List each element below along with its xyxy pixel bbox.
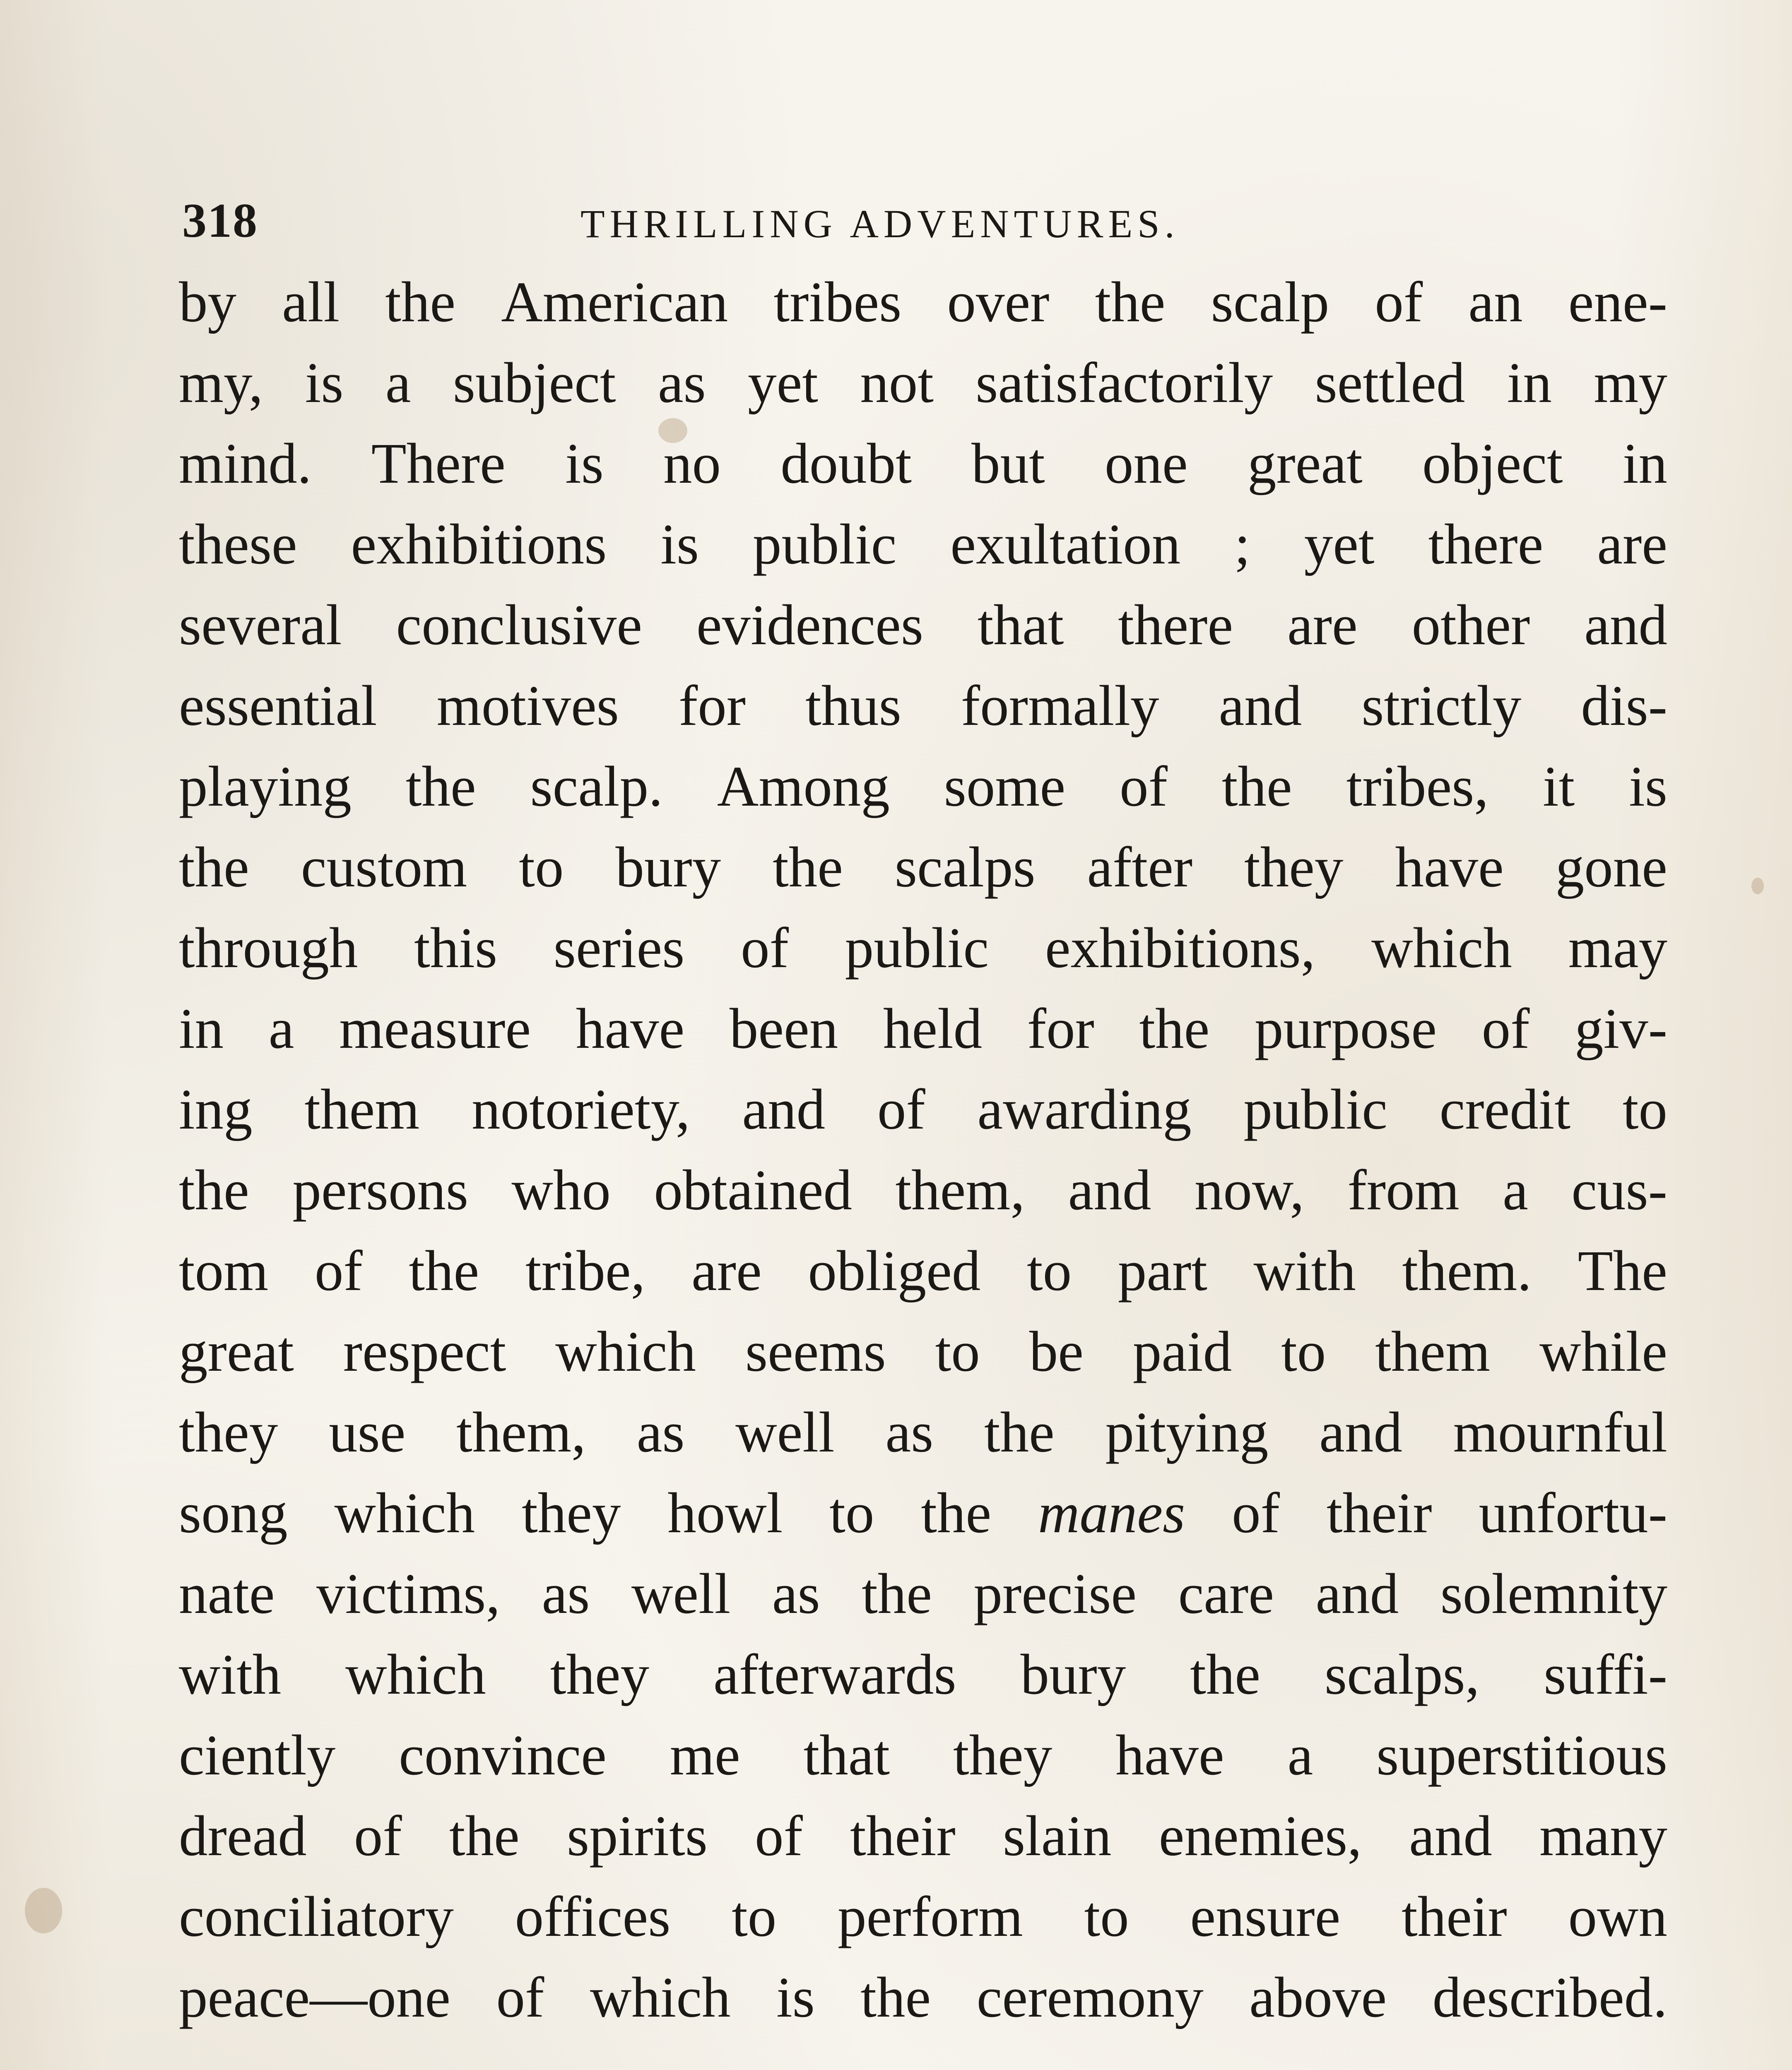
page-header (182, 193, 1664, 250)
text-line: song which they howl to the manes of their unfortu- (179, 1481, 1667, 1545)
text-line: mind. There is no doubt but one great object in (179, 432, 1667, 496)
text-line: ing them notoriety, and of awarding public credit to (179, 1078, 1667, 1141)
text-line: the custom to bury the scalps after they have gone (179, 835, 1667, 899)
text-line: the persons who obtained them, and now, from a cus- (179, 1158, 1667, 1222)
text-line: by all the American tribes over the scalp of an ene- (179, 270, 1667, 334)
text-line: several conclusive evidences that there are other and (179, 593, 1667, 657)
text-line: nate victims, as well as the precise care and solemnity (179, 1562, 1667, 1626)
text-line: ciently convince me that they have a superstitious (179, 1723, 1667, 1787)
text-line: through this series of public exhibitions, which may (179, 916, 1667, 980)
foxing-spot (1751, 878, 1764, 894)
text-line: they use them, as well as the pitying and mournful (179, 1401, 1667, 1464)
text-line: my, is a subject as yet not satisfactorily settled in my (179, 351, 1667, 415)
text-line: peace—one of which is the ceremony above described. (179, 1966, 1667, 2029)
text-line: conciliatory offices to perform to ensure their own (179, 1885, 1667, 1949)
paragraph-scalp-customs (179, 269, 1667, 2045)
running-head: THRILLING ADVENTURES. (580, 202, 1180, 246)
page-number: 318 (182, 193, 258, 248)
foxing-spot (25, 1888, 62, 1933)
text-line: dread of the spirits of their slain enemies, and many (179, 1804, 1667, 1868)
text-line: essential motives for thus formally and strictly dis- (179, 674, 1667, 738)
text-line: tom of the tribe, are obliged to part with them. The (179, 1239, 1667, 1303)
text-line: great respect which seems to be paid to them while (179, 1320, 1667, 1384)
text-line: these exhibitions is public exultation ; yet there are (179, 513, 1667, 576)
text-line: in a measure have been held for the purpose of giv- (179, 997, 1667, 1061)
text-line: with which they afterwards bury the scalps, suffi- (179, 1643, 1667, 1707)
text-line: playing the scalp. Among some of the tribes, it is (179, 755, 1667, 818)
